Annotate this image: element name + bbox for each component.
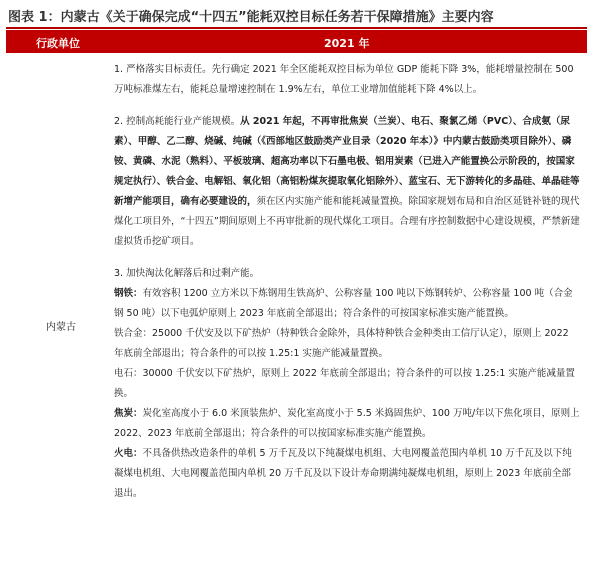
table-header (6, 30, 587, 53)
steel-label: 钢铁： (114, 288, 143, 299)
measures-cell (114, 60, 580, 504)
region-cell: 内蒙古 (46, 322, 76, 333)
measure-2-intro: 2. 控制高耗能行业产能规模。 (114, 116, 241, 127)
figure-title: 图表 1：内蒙古《关于确保完成“十四五”能耗双控目标任务若干保障措施》主要内容 (8, 10, 494, 25)
header-col-year: 2021 年 (324, 37, 370, 50)
measure-2-bold: 从 2021 年起，不再审批焦炭（兰炭）、电石、聚氯乙烯（PVC）、合成氨（尿素）、甲醇、乙二醇、烧碱、纯碱（《西部地区鼓励类产业目录（2020 年本）》中内蒙古鼓励类项目除外）、磷铵、黄磷、水泥（熟料）、平板玻璃、超高功率以下石墨电极、铝用炭素（已进入产能置换公示阶段的，按国家规定执行）、铁合金、电解铝、氧化铝（高铝粉煤灰提取氧化铝除外）、蓝宝石、无下游转化的多晶硅、单晶硅等新增产能项目，确有必要建设的， (114, 116, 580, 207)
title-divider (6, 27, 587, 29)
coke-label: 焦炭： (114, 408, 143, 419)
power-label: 火电： (114, 448, 143, 459)
measure-3-coke (114, 404, 580, 444)
steel-text: 有效容积 1200 立方米以下炼钢用生铁高炉、公称容量 100 吨以下炼钢转炉、公称容量 100 吨（合金钢 50 吨）以下电弧炉原则上 2023 年底前全部退出；符合条件的可按国家标准实施产能置换。 (114, 288, 573, 319)
measure-2 (114, 112, 580, 252)
measure-2-rest: 须在区内实施产能和能耗减量置换。除国家规划布局和自治区延链补链的现代煤化工项目外，“十四五”期间原则上不再审批新的现代煤化工项目。合理有序控制数据中心建设规模，严禁新建虚拟货币挖矿项目。 (114, 196, 580, 247)
coke-text: 炭化室高度小于 6.0 米顶装焦炉、炭化室高度小于 5.5 米捣固焦炉、100 万吨/年以下焦化项目，原则上 2022、2023 年底前全部退出；符合条件的可以按国家标准实施产能置换。 (114, 408, 580, 439)
measure-3-ferroalloy: 铁合金：25000 千伏安及以下矿热炉（特种铁合金除外，具体特种铁合金种类由工信厅认定），原则上 2022 年底前全部退出；符合条件的可以按 1.25:1 实施产能减量置换。 (114, 328, 569, 359)
header-col-admin-unit: 行政单位 (36, 37, 80, 50)
measure-3-steel (114, 284, 580, 324)
measure-3-calcium-carbide: 电石：30000 千伏安以下矿热炉，原则上 2022 年底前全部退出；符合条件的可以按 1.25:1 实施产能减量置换。 (114, 368, 575, 399)
power-text: 不具备供热改造条件的单机 5 万千瓦及以下纯凝煤电机组、大电网覆盖范围内单机 10 万千瓦及以下纯凝煤电机组、大电网覆盖范围内单机 20 万千瓦及以下设计寿命期满纯凝煤电机组，原则上 2023 年底前全部退出。 (114, 448, 572, 499)
measure-3-intro: 3. 加快淘汰化解落后和过剩产能。 (114, 268, 260, 279)
measure-3-thermal-power (114, 444, 580, 504)
measure-1: 1. 严格落实目标责任。先行确定 2021 年全区能耗双控目标为单位 GDP 能耗下降 3%，能耗增量控制在 500 万吨标准煤左右，能耗总量增速控制在 1.9%左右，单位工业增加值能耗下降 4%以上。 (114, 64, 574, 95)
